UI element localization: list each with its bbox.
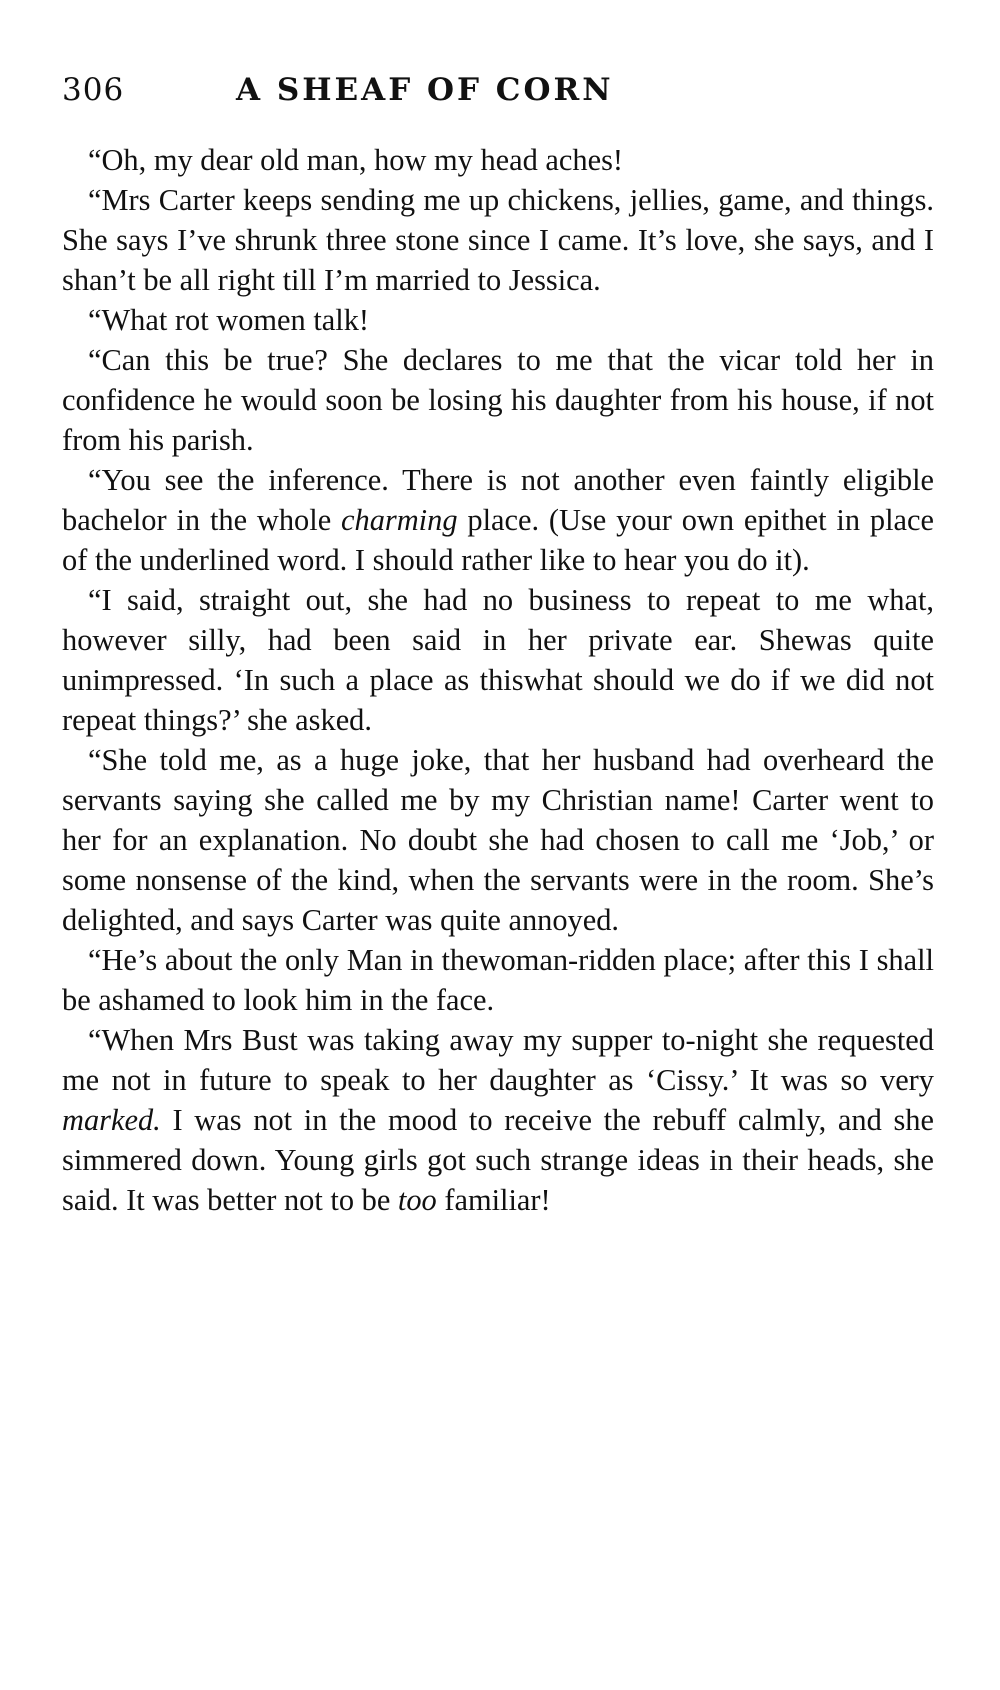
- book-page: [62, 72, 934, 1220]
- underlined-word: charming: [341, 503, 458, 537]
- paragraph-text: place. (Use your own epithet in place of the underlined word. I should rather like to hear you do it).: [62, 503, 934, 577]
- running-title: A SHEAF OF CORN: [236, 72, 614, 108]
- emphasis-word: too: [397, 1183, 437, 1217]
- paragraph: [62, 460, 934, 580]
- paragraph: “What rot women talk!: [88, 303, 370, 337]
- paragraph: “I said, straight out, she had no business to repeat to me what, however silly, had been said in her private ear. Shewas quite unimpressed. ‘In such a place as thiswhat should we do if we did not repeat things?’ she asked.: [62, 583, 934, 737]
- paragraph: “Mrs Carter keeps sending me up chickens, jellies, game, and things. She says I’ve shrunk three stone since I came. It’s love, she says, and I shan’t be all right till I’m married to Jessica.: [62, 183, 934, 297]
- page-number: 306: [62, 72, 125, 108]
- paragraph-text: I was not in the mood to receive the rebuff calmly, and she simmered down. Young girls got such strange ideas in their heads, she said. It was better not to be: [62, 1103, 934, 1217]
- paragraph: “She told me, as a huge joke, that her husband had overheard the servants saying she called me by my Christian name! Carter went to her for an explanation. No doubt she had chosen to call me ‘Job,’ or some nonsense of the kind, when the servants were in the room. She’s delighted, and says Carter was quite annoyed.: [62, 743, 934, 937]
- page-header: [62, 72, 934, 130]
- paragraph: “Oh, my dear old man, how my head aches!: [88, 143, 624, 177]
- paragraph-text: “You see the inference. There is not another even faintly eligible bachelor in the whole: [62, 463, 934, 537]
- paragraph-text: familiar!: [436, 1183, 551, 1217]
- paragraph-text: “When Mrs Bust was taking away my supper to-night she requested me not in future to speak to her daughter as ‘Cissy.’ It was so very: [62, 1023, 934, 1097]
- emphasis-word: marked.: [62, 1103, 161, 1137]
- paragraph: “He’s about the only Man in thewoman-ridden place; after this I shall be ashamed to look him in the face.: [62, 943, 934, 1017]
- paragraph: [62, 1020, 934, 1220]
- paragraph: “Can this be true? She declares to me that the vicar told her in confidence he would soon be losing his daughter from his house, if not from his parish.: [62, 343, 934, 457]
- body-text: [62, 140, 934, 1220]
